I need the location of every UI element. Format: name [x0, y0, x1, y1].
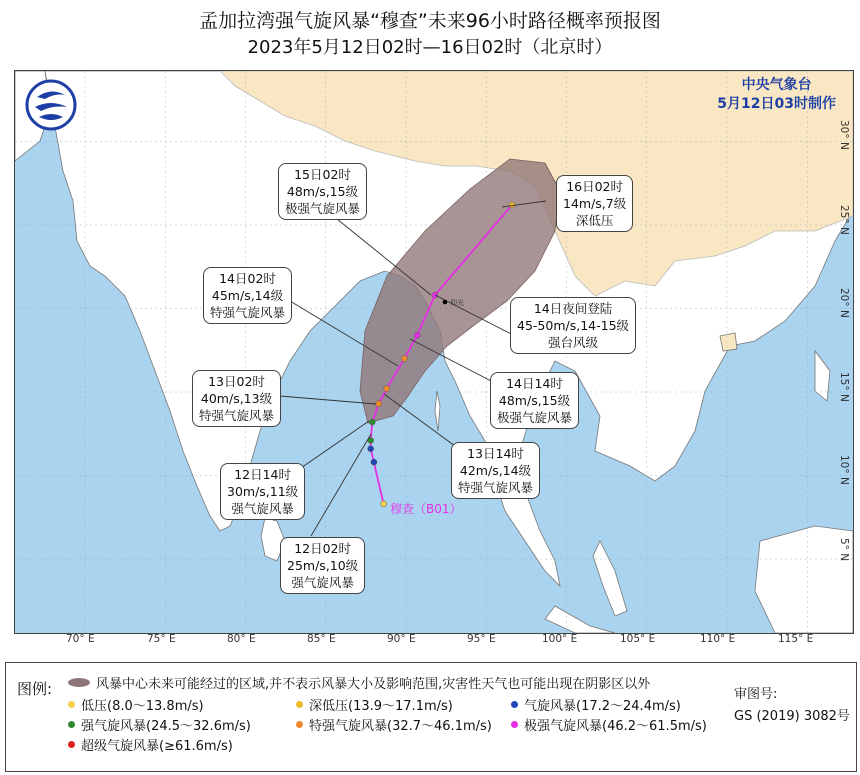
- lat-label: 20° N: [838, 288, 850, 318]
- yangon-marker: [443, 300, 448, 305]
- lat-label: 25° N: [838, 205, 850, 235]
- callout-13d02: [192, 370, 281, 427]
- lon-label: 70° E: [66, 633, 95, 645]
- track-point-1: [371, 459, 377, 465]
- callout-time: 12日02时: [294, 541, 351, 556]
- track-point-4: [369, 419, 375, 425]
- legend-label: 气旋风暴(17.2～24.4m/s): [524, 699, 681, 714]
- yangon-label: 仰光: [450, 299, 464, 307]
- philippines-land: [815, 351, 830, 401]
- cone-swatch-icon: [68, 678, 90, 687]
- map-canvas: [15, 71, 853, 633]
- callout-time: 15日02时: [294, 167, 351, 182]
- lon-label: 95° E: [467, 633, 496, 645]
- track-point-6: [384, 386, 390, 392]
- callout-level: 特强气旋风暴: [199, 408, 275, 423]
- lon-label: 75° E: [147, 633, 176, 645]
- andaman-islands: [435, 391, 440, 431]
- callout-speed: 40m/s,13级: [200, 391, 273, 406]
- lon-label: 80° E: [227, 633, 256, 645]
- callout-level: 强台风级: [548, 335, 599, 350]
- callout-level: 特强气旋风暴: [210, 305, 286, 320]
- legend-item-severe: [68, 715, 251, 734]
- track-point-9: [432, 292, 438, 298]
- callout-speed: 45-50m/s,14-15级: [517, 318, 630, 333]
- legend-cone-item: [68, 673, 650, 692]
- cma-logo-icon: [25, 79, 77, 131]
- track-point-5: [376, 401, 382, 407]
- map-title: 孟加拉湾强气旋风暴“穆查”未来96小时路径概率预报图: [199, 10, 661, 32]
- legend-label: 超级气旋风暴(≥61.6m/s): [81, 739, 233, 754]
- callout-14-landfall: [510, 297, 636, 354]
- forecast-map: [14, 70, 854, 634]
- agency-stamp: [717, 76, 836, 114]
- callout-time: 13日14时: [467, 446, 524, 461]
- callout-time: 14日14时: [506, 376, 563, 391]
- cs-dot-icon: [511, 701, 518, 708]
- map-subtitle: 2023年5月12日02时—16日02时（北京时）: [247, 37, 613, 58]
- callout-speed: 42m/s,14级: [459, 463, 532, 478]
- agency-made-time: 5月12日03时制作: [717, 96, 836, 112]
- callout-15d02: [278, 163, 367, 220]
- callout-13d14: [451, 442, 540, 499]
- callout-speed: 48m/s,15级: [498, 393, 571, 408]
- lon-label: 85° E: [307, 633, 336, 645]
- callout-speed: 14m/s,7级: [563, 196, 627, 211]
- callout-speed: 48m/s,15级: [286, 184, 359, 199]
- cma-logo: [25, 79, 77, 131]
- track-point-8: [414, 332, 420, 338]
- sumatra-land: [545, 606, 615, 633]
- callout-level: 特强气旋风暴: [458, 480, 534, 495]
- storm-name-label: 穆查（B01）: [390, 502, 462, 516]
- malay-land: [593, 541, 627, 616]
- callout-time: 13日02时: [208, 374, 265, 389]
- lat-label: 5° N: [838, 538, 850, 562]
- callout-time: 16日02时: [566, 179, 624, 194]
- lat-label: 15° N: [838, 372, 850, 402]
- track-point-2: [368, 446, 374, 452]
- callout-12d14: [220, 463, 305, 520]
- track-point-0: [381, 501, 387, 507]
- lon-label: 100° E: [542, 633, 578, 645]
- review-label: 审图号:: [734, 687, 778, 702]
- agency-name: 中央气象台: [741, 77, 812, 93]
- review-number: GS (2019) 3082号: [734, 709, 850, 724]
- callout-speed: 45m/s,14级: [211, 288, 284, 303]
- legend-label: 强气旋风暴(24.5～32.6m/s): [81, 719, 251, 734]
- low-dot-icon: [68, 701, 75, 708]
- lon-label: 105° E: [620, 633, 656, 645]
- scs-dot-icon: [68, 721, 75, 728]
- escs-dot-icon: [511, 721, 518, 728]
- lon-label: 90° E: [387, 633, 416, 645]
- legend-label: 深低压(13.9～17.1m/s): [309, 699, 453, 714]
- lon-label: 110° E: [700, 633, 736, 645]
- callout-time: 14日02时: [219, 271, 276, 286]
- legend-label: 特强气旋风暴(32.7～46.1m/s): [309, 719, 492, 734]
- legend-item-deep-low: [296, 695, 453, 714]
- lat-label: 10° N: [838, 455, 850, 485]
- legend-item-super: [68, 735, 233, 754]
- legend-label: 极强气旋风暴(46.2～61.5m/s): [524, 719, 707, 734]
- callout-level: 深低压: [575, 213, 614, 228]
- legend-box: [5, 662, 857, 772]
- vscs-dot-icon: [296, 721, 303, 728]
- legend-item-low: [68, 695, 204, 714]
- legend-item-cyclonic-storm: [511, 695, 681, 714]
- callout-speed: 30m/s,11级: [227, 484, 299, 499]
- callout-14d14: [490, 372, 579, 429]
- legend-item-extremely-severe: [511, 715, 707, 734]
- callout-level: 强气旋风暴: [231, 501, 294, 516]
- callout-level: 强气旋风暴: [291, 575, 354, 590]
- super-dot-icon: [68, 741, 75, 748]
- legend-item-very-severe: [296, 715, 492, 734]
- callout-12d02: [280, 537, 365, 594]
- deep-low-dot-icon: [296, 701, 303, 708]
- callout-level: 极强气旋风暴: [285, 201, 361, 216]
- callout-16d02: [556, 175, 633, 232]
- callout-speed: 25m/s,10级: [287, 558, 359, 573]
- hainan-land: [720, 333, 737, 351]
- lon-label: 115° E: [778, 633, 814, 645]
- callout-time: 14日夜间登陆: [533, 301, 613, 316]
- callout-14d02: [203, 267, 292, 324]
- track-point-7: [401, 356, 407, 362]
- callout-level: 极强气旋风暴: [497, 410, 573, 425]
- legend-label: 低压(8.0～13.8m/s): [81, 699, 204, 714]
- legend-title: 图例:: [17, 680, 53, 698]
- legend-cone-text: 风暴中心未来可能经过的区域,并不表示风暴大小及影响范围,灾害性天气也可能出现在阴影区以外: [96, 677, 651, 692]
- lat-label: 30° N: [838, 120, 850, 150]
- callout-time: 12日14时: [234, 467, 291, 482]
